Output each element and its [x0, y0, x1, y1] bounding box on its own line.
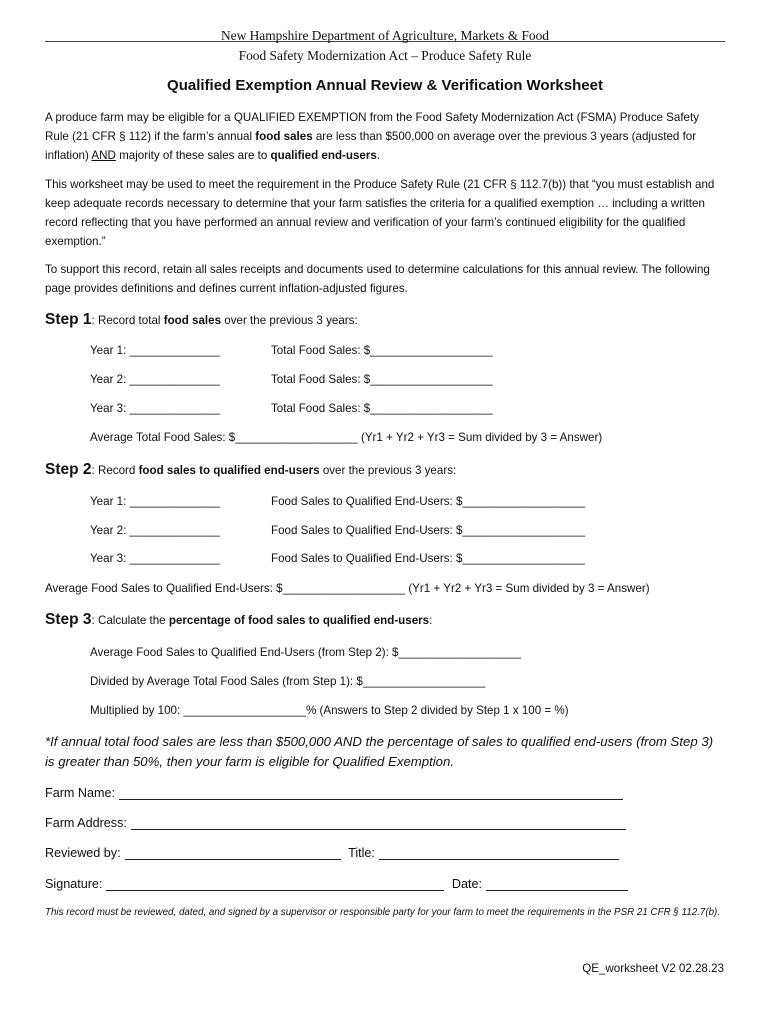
step-text: over the previous 3 years:	[221, 314, 358, 327]
step-1-sales-3[interactable]: Total Food Sales: $___________________	[271, 402, 493, 415]
step-bold-text: food sales to qualified end-users	[138, 464, 320, 477]
step-2-year-2[interactable]: Year 2: ______________	[90, 524, 220, 537]
step-bold-text: food sales	[163, 314, 222, 327]
step-text: : Record total	[91, 314, 164, 327]
step-2-average[interactable]: Average Food Sales to Qualified End-Users: $___________________ (Yr1 + Yr2 + Yr3 = Sum divided by 3 = Answer)	[45, 582, 650, 595]
step-text: : Calculate the	[91, 614, 169, 627]
step-1-year-1[interactable]: Year 1: ______________	[90, 344, 220, 357]
title-field[interactable]	[379, 845, 619, 860]
title-label: Title:	[348, 846, 375, 860]
farm-name-field[interactable]	[119, 785, 623, 800]
step-1-heading	[45, 311, 358, 329]
step-3-label: Step 3	[45, 611, 92, 628]
intro-text: are less than $500,000 on average over the previous 3 years (adjusted for inflation)	[45, 130, 697, 162]
intro-bold-food-sales: food sales	[255, 130, 313, 143]
intro-text: .	[376, 149, 381, 162]
reviewed-by-label: Reviewed by:	[45, 846, 121, 860]
intro-text: A produce farm may be eligible for a QUALIFIED EXEMPTION from the Food Safety Modernization Act (FSMA) Produce Safety Rule (21 CFR § 112) if the farm’s annual	[45, 111, 700, 143]
step-text: : Record	[91, 464, 139, 477]
step-2-year-1[interactable]: Year 1: ______________	[90, 495, 220, 508]
intro-bold-qualified-end-users: qualified end-users	[270, 149, 377, 162]
step-1-sales-1[interactable]: Total Food Sales: $___________________	[271, 344, 493, 357]
document-header	[45, 27, 725, 65]
step-2-label: Step 2	[45, 461, 92, 478]
intro-paragraph-2: This worksheet may be used to meet the requirement in the Produce Safety Rule (21 CFR § 112.7(b)) that “you must establish and keep adequate records necessary to determine that your farm satisfies the criteria for a qualified exemption … including a written record reflecting that you have performed an annual review and verification of your farm’s continued eligibility for the qualified exemption.”	[45, 178, 715, 248]
step-1-year-2[interactable]: Year 2: ______________	[90, 373, 220, 386]
farm-address-row	[45, 815, 626, 830]
farm-name-row	[45, 785, 623, 800]
step-bold-text: percentage of food sales to qualified end-users	[168, 614, 430, 627]
signature-row	[45, 876, 628, 891]
step-2-heading	[45, 461, 456, 479]
signature-label: Signature:	[45, 877, 103, 891]
step-3-percentage[interactable]: Multiplied by 100: ___________________% (Answers to Step 2 divided by Step 1 x 100 = %)	[90, 704, 569, 717]
step-text: :	[429, 614, 433, 627]
department-name: New Hampshire Department of Agriculture, Markets & Food	[221, 28, 549, 43]
reviewed-by-field[interactable]	[125, 845, 341, 860]
farm-address-label: Farm Address:	[45, 816, 127, 830]
eligibility-note: *If annual total food sales are less than $500,000 AND the percentage of sales to qualified end-users (from Step 3) is greater than 50%, then your farm is eligible for Qualified Exemption.	[45, 734, 714, 769]
step-2-sales-1[interactable]: Food Sales to Qualified End-Users: $___________________	[271, 495, 585, 508]
date-label: Date:	[451, 877, 483, 891]
farm-name-label: Farm Name:	[45, 786, 115, 800]
step-text: over the previous 3 years:	[319, 464, 457, 477]
farm-address-field[interactable]	[131, 815, 626, 830]
step-3-heading	[45, 611, 432, 629]
step-1-year-3[interactable]: Year 3: ______________	[90, 402, 220, 415]
step-1-sales-2[interactable]: Total Food Sales: $___________________	[271, 373, 493, 386]
intro-underlined-and: AND	[91, 149, 116, 162]
signature-field[interactable]	[106, 876, 444, 891]
step-2-sales-2[interactable]: Food Sales to Qualified End-Users: $___________________	[271, 524, 585, 537]
step-1-label: Step 1	[45, 311, 92, 328]
step-3-divided-by[interactable]: Divided by Average Total Food Sales (from Step 1): $___________________	[90, 675, 486, 688]
step-2-year-3[interactable]: Year 3: ______________	[90, 552, 220, 565]
reviewed-by-row	[45, 845, 619, 860]
footnote: This record must be reviewed, dated, and signed by a supervisor or responsible party for your farm to meet the requirements in the PSR 21 CFR § 112.7(b).	[45, 907, 721, 918]
intro-text: majority of these sales are to	[115, 149, 271, 162]
intro-paragraph-1	[45, 108, 725, 165]
date-field[interactable]	[486, 876, 628, 891]
intro-paragraph-3: To support this record, retain all sales receipts and documents used to determine calculations for this annual review. The following page provides definitions and defines current inflation-adjusted figures.	[45, 263, 710, 295]
step-2-sales-3[interactable]: Food Sales to Qualified End-Users: $___________________	[271, 552, 585, 565]
page-title: Qualified Exemption Annual Review & Verification Worksheet	[167, 77, 603, 94]
program-name: Food Safety Modernization Act – Produce Safety Rule	[238, 48, 532, 63]
version-label: QE_worksheet V2 02.28.23	[582, 962, 724, 975]
step-1-average[interactable]: Average Total Food Sales: $___________________ (Yr1 + Yr2 + Yr3 = Sum divided by 3 = Answer)	[90, 431, 603, 444]
step-3-average-qualified[interactable]: Average Food Sales to Qualified End-Users (from Step 2): $___________________	[90, 646, 521, 659]
